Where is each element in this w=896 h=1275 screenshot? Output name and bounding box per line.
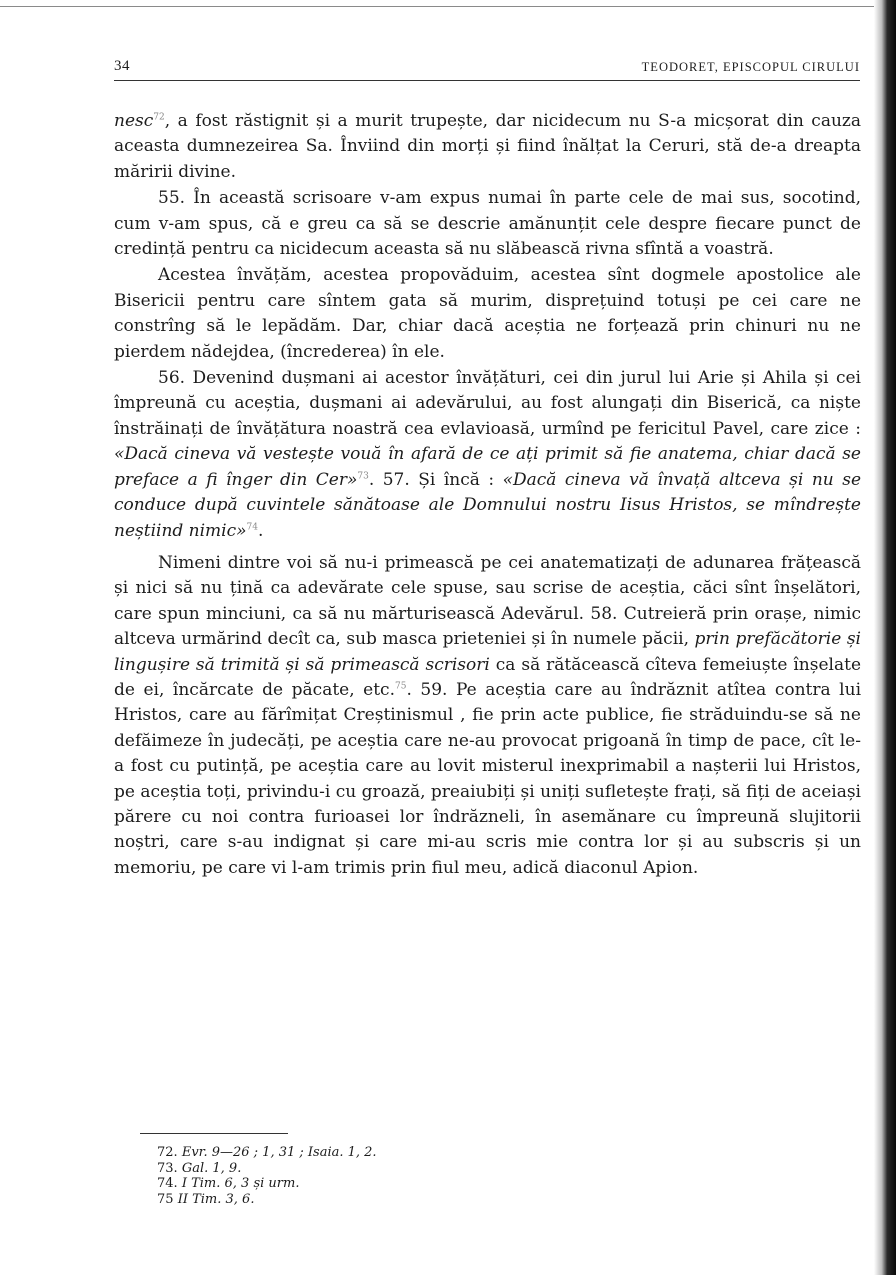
body-text (114, 109, 861, 881)
footnote-marker: 72 (153, 112, 165, 123)
italic-quote: «Dacă cineva vă vestește vouă în afară de ce ați primit să fie anatema, chiar dacă se preface a fi înger din Cer» (114, 444, 861, 490)
footnote (157, 1145, 557, 1161)
top-scan-rule (0, 6, 874, 7)
footnote-marker: 75 (395, 681, 407, 692)
footnote-number: 75 (157, 1191, 174, 1207)
footnote-marker: 73 (357, 471, 369, 482)
footnote-reference: Evr. 9—26 ; 1, 31 ; Isaia. 1, 2. (181, 1145, 377, 1160)
footnote-reference: II Tim. 3, 6. (177, 1191, 255, 1207)
italic-quote: prin prefăcătorie și lingușire să trimită și să primească scrisori (114, 629, 861, 675)
footnote-number: 73. (157, 1160, 178, 1176)
text-run: . 59. Pe aceștia care au îndrăznit atîtea contra lui Hristos, care au fărîmițat Creștinismul , fie prin acte publice, fie străduindu-se să ne defăimeze în judecăți, pe aceștia care ne-au provocat prigoană în timp de pace, cît le-a fost cu putință, pe aceștia care au lovit misterul inexprimabil a nașterii lui Hristos, pe aceștia toți, privindu-i cu groază, preaiubiți și uniți sufletește frați, să fiți de aceiași părere cu noi contra furioasei lor îndrăzneli, în asemănare cu împreună slujitorii noștri, care s-au indignat și care mi-au scris mie contra lor și au subscris și un memoriu, pe care vi l-am trimis prin fiul meu, adică diaconul Apion. (114, 679, 862, 878)
italic-quote: «Dacă cineva vă învață altceva și nu se conduce după cuvintele sănătoase ale Domnului nostru Iisus Hristos, se mîndrește neștiind nimic» (114, 469, 861, 541)
footnote-reference: I Tim. 6, 3 și urm. (181, 1176, 300, 1191)
header-rule (114, 80, 860, 81)
footnote (157, 1192, 557, 1208)
running-title: TEODORET, EPISCOPUL CIRULUI (641, 60, 860, 74)
page-header (114, 58, 860, 80)
text-run: . (258, 520, 264, 541)
text-run: , a fost răstignit și a murit trupește, dar nicidecum nu S-a micșorat din cauza aceasta dumnezeirea Sa. Înviind din morți și fiind înălțat la Ceruri, stă de-a dreapta măririi divine. (114, 111, 861, 182)
paragraph (114, 366, 861, 544)
footnote-number: 74. (157, 1176, 178, 1191)
footnote-marker: 74 (246, 521, 258, 532)
footnote-rule (140, 1133, 288, 1134)
scan-page-edge (874, 0, 896, 1275)
text-run: 56. Devenind dușmani ai acestor învățături, cei din jurul lui Arie și Ahila și cei împreună cu aceștia, dușmani ai adevărului, au fost alungați din Biserică, ca niște înstrăinați de învățătura noastră cea evlavioasă, urmînd pe fericitul Pavel, care zice : (114, 368, 861, 439)
footnote (157, 1161, 557, 1177)
page-number: 34 (114, 58, 130, 74)
paragraph (114, 109, 861, 185)
paragraph (114, 263, 861, 365)
footnote-reference: Gal. 1, 9. (181, 1160, 242, 1176)
paragraph (114, 551, 861, 881)
text-run: Acestea învățăm, acestea propovăduim, acestea sînt dogmele apostolice ale Bisericii pentru care sîntem gata să murim, disprețuind totuși pe cei care ne constrîng să le lepădăm. Dar, chiar dacă aceștia ne forțează prin chinuri nu ne pierdem nădejdea, (încrederea) în ele. (114, 265, 861, 362)
text-run: ca să rătăcească cîteva femeiuște înșelate de ei, încărcate de păcate, etc. (114, 654, 862, 700)
paragraph (114, 186, 861, 262)
footnote-number: 72. (157, 1145, 178, 1160)
text-run: . 57. Și încă : (368, 469, 503, 490)
footnotes (157, 1145, 557, 1207)
text-run: Nimeni dintre voi să nu-i primească pe cei anatematizați de adunarea frățească și nici să nu țină ca adevărate cele spuse, sau scrise de aceștia, căci sînt înșelători, care spun minciuni, ca să nu mărturisească Adevărul. 58. Cutreieră prin orașe, nimic altceva urmărind decît ca, sub masca prieteniei și în numele păcii, (114, 552, 861, 650)
italic-quote: nesc (114, 111, 154, 131)
footnote (157, 1176, 557, 1192)
text-run: 55. În această scrisoare v-am expus numai în parte cele de mai sus, socotind, cum v-am spus, că e greu ca să se descrie amănunțit cele despre fiecare punct de credință pentru ca nicidecum aceasta să nu slăbească rivna sfîntă a voastră. (114, 188, 861, 260)
